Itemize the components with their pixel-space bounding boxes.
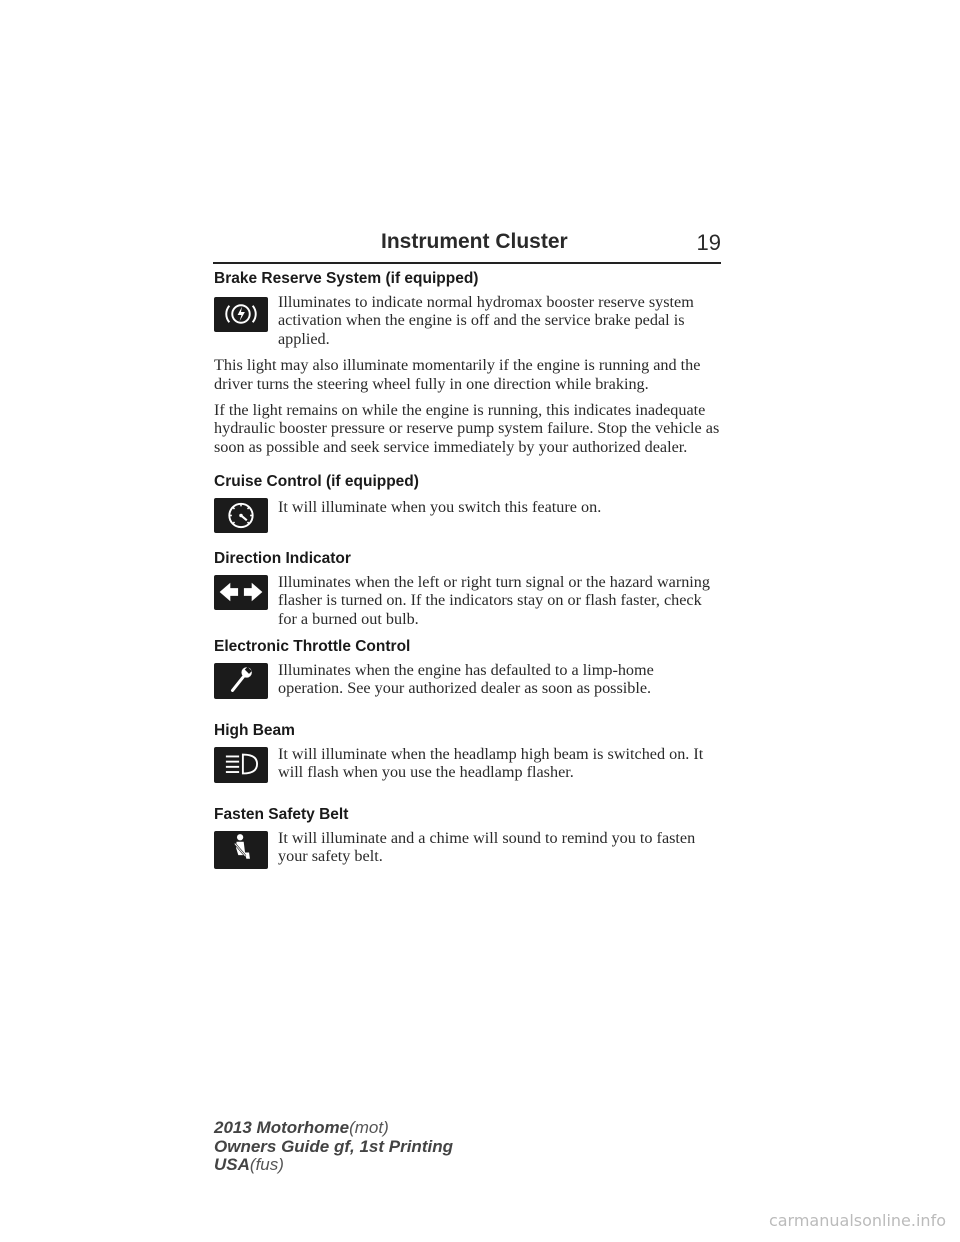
direction-indicator-icon <box>214 575 268 610</box>
section-title: Direction Indicator <box>214 550 351 567</box>
section-title: Fasten Safety Belt <box>214 806 349 823</box>
footer-region-code: (fus) <box>249 1155 284 1174</box>
indicator-row <box>214 829 722 866</box>
section-brake-reserve <box>214 269 722 456</box>
section-title: Brake Reserve System (if equipped) <box>214 270 479 287</box>
footer-guide: Owners Guide gf, 1st Printing <box>214 1136 453 1156</box>
section-title: Electronic Throttle Control <box>214 638 411 655</box>
indicator-description: Illuminates when the left or right turn signal or the hazard warning flasher is turned on. If the indicators stay on or flash faster, check for a burned out bulb. <box>278 573 710 628</box>
wrench-icon <box>214 663 268 699</box>
indicator-description: Illuminates when the engine has defaulted to a limp-home operation. See your authorized dealer as soon as possible. <box>278 661 654 698</box>
footer-line-3 <box>214 1156 453 1175</box>
paragraph: If the light remains on while the engine is running, this indicates inadequate hydraulic booster pressure or reserve pump system failure. Stop the vehicle as soon as possible and seek service immediately by your authorized dealer. <box>214 401 720 456</box>
footer-line-1 <box>214 1119 453 1138</box>
indicator-row <box>214 496 722 538</box>
section-fasten-safety-belt <box>214 805 722 866</box>
footer-line-2 <box>214 1138 453 1157</box>
section-high-beam <box>214 721 722 782</box>
brake-reserve-icon <box>214 297 268 332</box>
section-title: Cruise Control (if equipped) <box>214 473 419 490</box>
paragraph: This light may also illuminate momentarily if the engine is running and the driver turns the steering wheel fully in one direction while braking. <box>214 356 701 393</box>
indicator-description: It will illuminate when you switch this feature on. <box>278 498 602 516</box>
indicator-row <box>214 573 722 628</box>
indicator-row <box>214 745 722 782</box>
page-footer <box>214 1119 453 1175</box>
footer-model: 2013 Motorhome <box>214 1118 350 1137</box>
section-title: High Beam <box>214 722 295 739</box>
indicator-description: It will illuminate when the headlamp high beam is switched on. It will flash when you use the headlamp flasher. <box>278 745 704 782</box>
section-cruise-control <box>214 472 722 538</box>
section-electronic-throttle <box>214 637 722 698</box>
section-direction-indicator <box>214 549 722 628</box>
page-header <box>213 228 721 264</box>
indicator-row <box>214 293 722 348</box>
page-title: Instrument Cluster <box>381 230 568 253</box>
watermark: carmanualsonline.info <box>768 1211 946 1230</box>
footer-region: USA <box>214 1155 250 1174</box>
cruise-control-icon <box>214 498 268 533</box>
high-beam-icon <box>214 747 268 783</box>
indicator-description: Illuminates to indicate normal hydromax booster reserve system activation when the engine is off and the service brake pedal is applied. <box>278 293 694 348</box>
indicator-description: It will illuminate and a chime will sound to remind you to fasten your safety belt. <box>278 829 696 866</box>
indicator-row <box>214 661 722 698</box>
page-number: 19 <box>696 230 721 255</box>
footer-model-code: (mot) <box>349 1118 389 1137</box>
seat-belt-icon <box>214 831 268 869</box>
